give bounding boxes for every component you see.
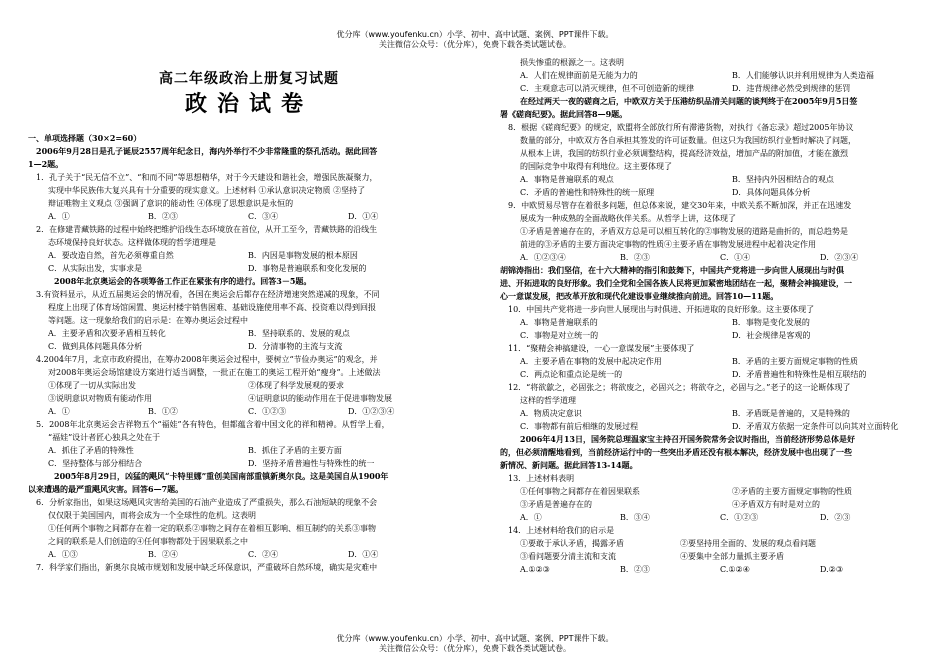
question-14-options — [500, 563, 930, 576]
question-9-options — [500, 251, 930, 264]
question-9-line1: 9．中欧贸易尽管存在着很多问题，但总体来说，建交30年来，中欧关系不断加深，并正在迅速发 — [508, 201, 852, 210]
header-line-1: 优分库（www.youfenku.cn）小学、初中、高中试题、案例、PPT课件下载。 — [336, 30, 614, 39]
question-14-line1: 14．上述材料给我们的启示是 — [508, 526, 615, 535]
section-heading: 一、单项选择题（30×2=60） — [28, 133, 142, 143]
intro-10-11-line2: 进、开拓进取的良好形象。我们全党和全国各族人民将更加紧密地团结在一起，聚精会神搞建设，一 — [500, 278, 852, 288]
q11-option-d[interactable]: D．矛盾普遍性和特殊性是相互联结的 — [732, 370, 867, 379]
page-header — [0, 30, 950, 50]
intro-8-9-line1: 在经过两天一夜的磋商之后，中欧双方关于压港纺织品清关问题的谈判终于在2005年9月5日签 — [520, 96, 858, 106]
question-8-line3: 从根本上讲，我国的纺织行业必须调整结构，提高经济效益，增加产品的附加值，才能在激烈 — [520, 149, 848, 158]
exam-title: 政治试卷 — [184, 92, 313, 117]
question-11-line1: 11．“聚精会神搞建设，一心一意谋发展”主要体现了 — [508, 344, 695, 353]
q12-option-d[interactable]: D．矛盾双方依据一定条件可以向其对立面转化 — [732, 422, 899, 431]
intro-1-2-line1: 2006年9月28日是孔子诞辰2557周年纪念日，海内外举行不少非常隆重的祭孔活动。据此回答 — [36, 146, 378, 156]
q4-option-c[interactable]: C．①②③ — [248, 407, 287, 416]
question-6-line1: 6．分析家指出，如果这场飓风灾害给美国的石油产业造成了严重损失，那么石油短缺的现象不会 — [36, 498, 378, 507]
q5-option-a[interactable]: A．抓住了矛盾的特殊性 — [48, 446, 134, 455]
q7-option-a[interactable]: A．人们在规律面前是无能为力的 — [520, 71, 638, 80]
page-title: 高二年级政治上册复习试题 — [159, 71, 339, 87]
q11-option-b[interactable]: B．矛盾的主要方面规定事物的性质 — [732, 357, 858, 366]
question-7-line1: 7．科学家们指出，新奥尔良城市规划和发展中缺乏环保意识，严重破坏自然环境，确实是灾难中 — [36, 563, 378, 572]
question-5-line2: “福娃”设计者匠心独具之处在于 — [48, 433, 161, 442]
q1-option-d[interactable]: D．①④ — [348, 212, 379, 221]
intro-1-2-line2: 1—2题。 — [28, 159, 64, 169]
question-3-line1: 3.有资料显示，从近五届奥运会的情况看，各国在奥运会后都存在经济增速突然递减的现象，不同 — [36, 290, 380, 299]
q14-statement-3: ③看问题要分清主流和支流 — [520, 552, 616, 561]
question-4-line1: 4.2004年7月，北京市政府提出，在筹办2008年奥运会过程中，要树立“节俭办奥运”的观念，并 — [36, 355, 378, 364]
q5-option-d[interactable]: D．坚持矛盾普遍性与特殊性的统一 — [248, 459, 375, 468]
question-3-line3: 等问题。这一现象给我们的启示是：在筹办奥运会过程中 — [48, 316, 248, 325]
intro-3-5: 2008年北京奥运会的各项筹备工作正在紧张有序的进行。回答3－5题。 — [54, 276, 312, 286]
q14-option-d[interactable]: D.②③ — [820, 565, 844, 574]
q8-option-d[interactable]: D．具体问题具体分析 — [732, 188, 811, 197]
q13-option-a[interactable]: A．① — [520, 513, 542, 522]
left-column — [28, 56, 470, 574]
q2-option-d[interactable]: D．事物是普遍联系和变化发展的 — [248, 264, 367, 273]
question-6-line2: 仅仅限于美国国内，而将会成为一个全球性的危机。这表明 — [48, 511, 256, 520]
q14-statement-1: ①要敢于承认矛盾，揭露矛盾 — [520, 539, 624, 548]
q4-option-d[interactable]: D．①②③④ — [348, 407, 395, 416]
q14-statement-2: ②要坚持用全面的、发展的观点看问题 — [680, 539, 816, 548]
question-5-line1: 5．2008年北京奥运会吉祥物五个“福娃”各有特色，但都蕴含着中国文化的祥和精神。从哲学上看， — [36, 420, 390, 429]
q10-option-d[interactable]: D．社会规律是客观的 — [732, 331, 811, 340]
q4-statement-1: ①体现了一切从实际出发 — [48, 381, 136, 390]
question-9-line4: 前进的③矛盾的主要方面决定事物的性质④主要矛盾在事物发展进程中起着决定作用 — [520, 240, 816, 249]
q4-statement-2: ②体现了科学发展观的要求 — [248, 381, 344, 390]
question-7-options-ab — [500, 69, 930, 82]
page-footer — [0, 634, 950, 654]
question-2-options-ab — [28, 249, 470, 262]
q2-option-a[interactable]: A．要改造自然，首先必须尊重自然 — [48, 251, 174, 260]
q11-option-c[interactable]: C．两点论和重点论是统一的 — [520, 370, 623, 379]
q6-option-c[interactable]: C．②④ — [248, 550, 279, 559]
q14-option-a[interactable]: A.①②③ — [520, 565, 550, 574]
question-2-line2: 态环境保持良好状态。这样做体现的哲学道理是 — [48, 238, 216, 247]
question-8-options-ab — [500, 173, 930, 186]
q6-option-b[interactable]: B．②④ — [148, 550, 178, 559]
question-10-line1: 10．中国共产党将进一步向世人展现出与时俱进、开拓进取的良好形象。这主要体现了 — [508, 305, 815, 314]
question-1-line1: 1．孔子关于“民无信不立”、“和而不同”等思想精华，对于今天建设和谐社会，增强民族凝聚力， — [36, 173, 378, 182]
q10-option-c[interactable]: C．事物是对立统一的 — [520, 331, 599, 340]
question-11-options-ab — [500, 355, 930, 368]
q13-option-c[interactable]: C．①②③ — [720, 513, 759, 522]
footer-line-1: 优分库（www.youfenku.cn）小学、初中、高中试题、案例、PPT课件下载。 — [336, 634, 614, 643]
intro-13-14-line3: 新情况、新问题。据此回答13-14题。 — [500, 460, 638, 470]
intro-13-14-line1: 2006年4月13日，国务院总理温家宝主持召开国务院常务会议时指出，当前经济形势总体是好 — [520, 434, 855, 444]
question-9-line3: ①矛盾是普遍存在的，矛盾双方总是可以相互转化的②事物发展的道路是曲折的，而总趋势是 — [520, 227, 848, 236]
question-2-options-cd — [28, 262, 470, 275]
q12-option-c[interactable]: C．事物都有前后相继的发展过程 — [520, 422, 639, 431]
q2-option-c[interactable]: C．从实际出发，实事求是 — [48, 264, 143, 273]
q14-option-c[interactable]: C.①②④ — [720, 565, 750, 574]
question-5-options-cd — [28, 457, 470, 470]
question-14-statements-34 — [500, 550, 930, 563]
question-8-line4: 的国际竞争中取得有利地位。这主要体现了 — [520, 162, 672, 171]
question-6-line4: 之间的联系是人们创造的④任何事物都处于因果联系之中 — [48, 537, 248, 546]
question-14-statements-12 — [500, 537, 930, 550]
question-11-options-cd — [500, 368, 930, 381]
footer-line-2: 关注微信公众号：（优分库），免费下载各类试题试卷。 — [379, 644, 571, 653]
question-9-line2: 展成为一种成熟的全面战略伙伴关系。从哲学上讲，这体现了 — [520, 214, 736, 223]
question-5-options-ab — [28, 444, 470, 457]
question-1-options — [28, 210, 470, 223]
question-4-line2: 对2008年奥运会场馆建设方案进行适当调整，一批正在施工的奥运工程开始“瘦身”。上述做法 — [48, 368, 381, 377]
question-13-line1: 13．上述材料表明 — [508, 474, 575, 483]
q9-option-d[interactable]: D．②③④ — [820, 253, 859, 262]
question-1-line2: 实现中华民族伟大复兴具有十分重要的现实意义。上述材料 ①承认意识决定物质 ②坚持了 — [48, 186, 366, 195]
right-column — [500, 56, 930, 576]
q2-option-b[interactable]: B．内因是事物发展的根本原因 — [248, 251, 358, 260]
q6-option-a[interactable]: A．①③ — [48, 550, 78, 559]
q5-option-c[interactable]: C．坚持整体与部分相结合 — [48, 459, 143, 468]
q8-option-b[interactable]: B．坚持内外因相结合的观点 — [732, 175, 834, 184]
question-7-options-cd — [500, 82, 930, 95]
question-13-statements-34 — [500, 498, 930, 511]
question-4-statements-12 — [28, 379, 470, 392]
header-line-2: 关注微信公众号：（优分库），免费下载各类试题试卷。 — [379, 40, 571, 49]
q6-option-d[interactable]: D．①④ — [348, 550, 379, 559]
question-12-options-cd — [500, 420, 930, 433]
q13-statement-4: ④矛盾双方有时是对立的 — [732, 500, 820, 509]
q7-option-c[interactable]: C．主观意志可以消灭规律，但不可创造新的规律 — [520, 84, 695, 93]
question-6-line3: ①任何两个事物之间都存在着一定的联系②事物之间存在着相互影响、相互制约的关系③事物 — [48, 524, 376, 533]
question-3-options-cd — [28, 340, 470, 353]
q14-option-b[interactable]: B．②③ — [620, 565, 650, 574]
q3-option-c[interactable]: C．做到具体问题具体分析 — [48, 342, 143, 351]
q12-option-b[interactable]: B．矛盾既是普遍的，又是特殊的 — [732, 409, 850, 418]
intro-10-11-line1: 胡锦涛指出：我们坚信，在十六大精神的指引和鼓舞下，中国共产党将进一步向世人展现出与时俱 — [500, 265, 844, 275]
q9-option-a[interactable]: A．①②③④ — [520, 253, 566, 262]
question-4-options — [28, 405, 470, 418]
question-3-options-ab — [28, 327, 470, 340]
question-13-options — [500, 511, 930, 524]
q1-option-a[interactable]: A．① — [48, 212, 70, 221]
question-10-options-cd — [500, 329, 930, 342]
question-12-line2: 这样的哲学道理 — [520, 396, 576, 405]
question-1-line3: 辩证唯物主义观点 ③强调了意识的能动性 ④体现了思想意识是永恒的 — [48, 199, 294, 208]
question-8-line2: 数量的部分，中欧双方各自承担其签发的许可证数量。但这只为我国纺织行业暂时解决了问题， — [520, 136, 856, 145]
question-8-options-cd — [500, 186, 930, 199]
q4-statement-4: ④证明意识的能动作用在于促进事物发展 — [248, 394, 392, 403]
q3-option-a[interactable]: A．主要矛盾和次要矛盾相互转化 — [48, 329, 166, 338]
question-3-line2: 程度上出现了体育场馆闲置、奥运村楼宇销售困难、基础设施使用率不高、投资难以得到回报 — [48, 303, 376, 312]
intro-13-14-line2: 的，但必须清醒地看到，当前经济运行中的一些突出矛盾还没有根本解决，经济发展中也出现了一些 — [500, 447, 852, 457]
intro-6-7-line1: 2005年8月29日，凶猛的飓风“卡特里娜”重创美国南部重镇新奥尔良。这是美国自从1900年 — [54, 471, 389, 481]
q3-option-d[interactable]: D．分清事物的主流与支流 — [248, 342, 343, 351]
q4-option-b[interactable]: B．①② — [148, 407, 178, 416]
q14-statement-4: ④要集中全部力量抓主要矛盾 — [680, 552, 784, 561]
q10-option-a[interactable]: A．事物是普遍联系的 — [520, 318, 598, 327]
question-8-line1: 8．根据《磋商纪要》的规定，欧盟将全部放行所有滞港货物，对执行《备忘录》超过2005年协议 — [508, 123, 854, 132]
q13-statement-2: ②矛盾的主要方面规定事物的性质 — [732, 487, 852, 496]
q5-option-b[interactable]: B．抓住了矛盾的主要方面 — [248, 446, 342, 455]
q3-option-b[interactable]: B．坚持联系的、发展的观点 — [248, 329, 350, 338]
q4-statement-3: ③说明意识对物质有能动作用 — [48, 394, 152, 403]
q8-option-a[interactable]: A．事物是普遍联系的观点 — [520, 175, 614, 184]
q13-option-d[interactable]: D．②③ — [820, 513, 851, 522]
q9-option-c[interactable]: C．①④ — [720, 253, 751, 262]
q8-option-c[interactable]: C．矛盾的普遍性和特殊性的统一原理 — [520, 188, 655, 197]
question-13-statements-12 — [500, 485, 930, 498]
q1-option-b[interactable]: B．②③ — [148, 212, 178, 221]
q10-option-b[interactable]: B．事物是变化发展的 — [732, 318, 810, 327]
q4-option-a[interactable]: A．① — [48, 407, 70, 416]
intro-8-9-line2: 署《磋商纪要》。据此回答8—9题。 — [500, 109, 628, 119]
question-12-options-ab — [500, 407, 930, 420]
q13-statement-1: ①任何事物之间都存在着因果联系 — [520, 487, 640, 496]
question-6-options — [28, 548, 470, 561]
q1-option-c[interactable]: C．③④ — [248, 212, 279, 221]
q13-statement-3: ③矛盾是普遍存在的 — [520, 500, 592, 509]
q9-option-b[interactable]: B．②③ — [620, 253, 650, 262]
question-4-statements-34 — [28, 392, 470, 405]
q13-option-b[interactable]: B．③④ — [620, 513, 650, 522]
question-12-line1: 12．“将欲歙之，必固张之；将欲废之，必固兴之；将欲夺之，必固与之。”老子的这一论断体现了 — [508, 383, 851, 392]
q12-option-a[interactable]: A．物质决定意识 — [520, 409, 582, 418]
question-10-options-ab — [500, 316, 930, 329]
question-7-line2: 损失惨重的根源之一。这表明 — [520, 58, 624, 67]
q7-option-b[interactable]: B．人们能够认识并利用规律为人类造福 — [732, 71, 874, 80]
q7-option-d[interactable]: D．违背规律必然受到规律的惩罚 — [732, 84, 851, 93]
intro-10-11-line3: 心一意谋发展，把改革开放和现代化建设事业继续推向前进。回答10—11题。 — [500, 291, 779, 301]
question-2-line1: 2．在修建青藏铁路的过程中始终把维护沿线生态环境放在首位，从开工至今，青藏铁路的沿线生 — [36, 225, 378, 234]
q11-option-a[interactable]: A．主要矛盾在事物的发展中起决定作用 — [520, 357, 662, 366]
intro-6-7-line2: 以来遭遇的最严重飓风灾害。回答6—7题。 — [28, 484, 184, 494]
